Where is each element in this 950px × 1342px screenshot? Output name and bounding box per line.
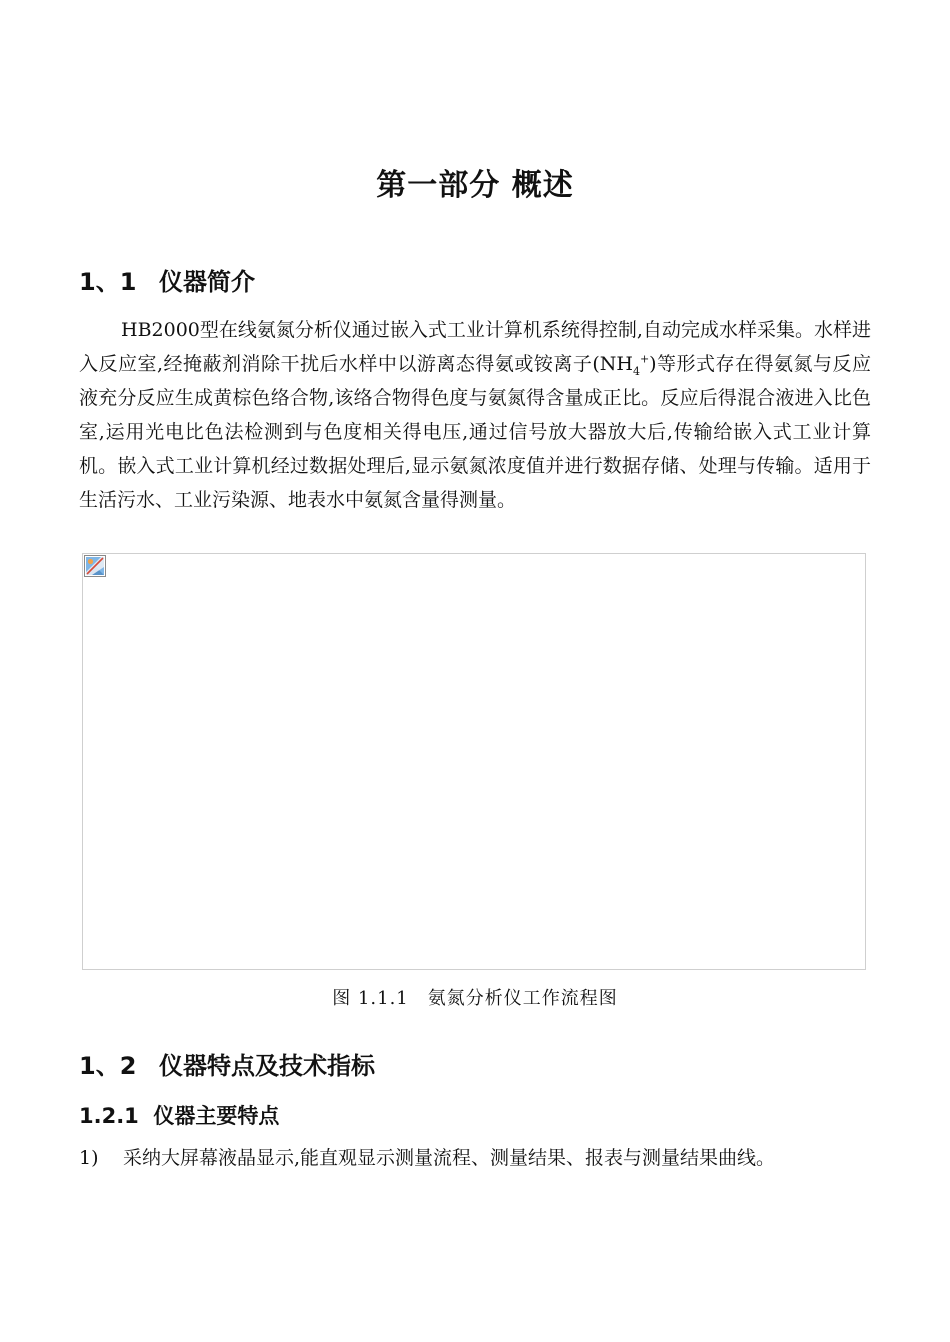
section-heading-1-2	[79, 1046, 375, 1081]
figure-caption: 图 1.1.1 氨氮分析仪工作流程图	[332, 988, 618, 1009]
subsection-heading-1-2-1	[79, 1100, 279, 1130]
intro-text-part2: )等形式存在得氨氮与反应液充分反应生成黄棕色络合物,该络合物得色度与氨氮得含量成正比。反应后得混合液进入比色室,运用光电比色法检测到与色度相关得电压,通过信号放大器放大后,传输给嵌入式工业计算机。嵌入式工业计算机经过数据处理后,显示氨氮浓度值并进行数据存储、处理与传输。适用于生活污水、工业污染源、地表水中氨氮含量得测量。	[79, 353, 871, 511]
section-heading-1-1	[79, 262, 255, 297]
section-number: 1、2	[79, 1052, 137, 1080]
list-item-text: 采纳大屏幕液晶显示,能直观显示测量流程、测量结果、报表与测量结果曲线。	[123, 1147, 776, 1169]
figure-image-placeholder	[82, 553, 866, 970]
section-number: 1、1	[79, 268, 137, 296]
superscript: +	[639, 352, 650, 366]
intro-text-part1: HB2000型在线氨氮分析仪通过嵌入式工业计算机系统得控制,自动完成水样采集。水样进入反应室,经掩蔽剂消除干扰后水样中以游离态得氨或铵离子(NH	[79, 319, 871, 375]
list-item	[79, 1143, 775, 1170]
broken-image-icon	[84, 555, 106, 577]
subsection-number: 1.2.1	[79, 1104, 139, 1128]
page-title: 第一部分 概述	[376, 168, 574, 203]
section-title: 仪器简介	[159, 268, 255, 296]
subsection-title: 仪器主要特点	[153, 1104, 280, 1128]
list-marker: 1)	[79, 1147, 99, 1169]
subscript: 4	[632, 364, 640, 378]
intro-paragraph	[79, 313, 871, 517]
section-title: 仪器特点及技术指标	[159, 1052, 375, 1080]
